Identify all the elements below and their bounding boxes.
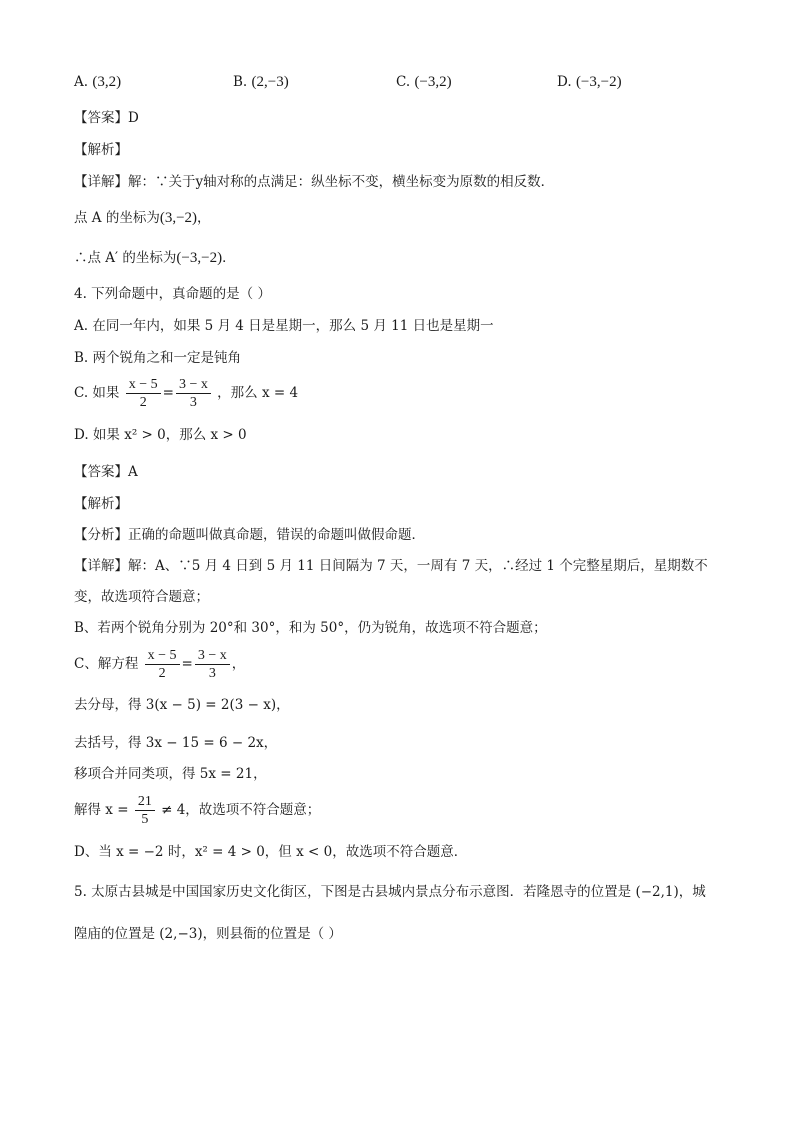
punctuation: ， — [231, 656, 246, 672]
q3-analysis-tag — [74, 140, 128, 160]
q3-detail — [74, 172, 554, 192]
line-text: ≠ 4，故选项不符合题意； — [161, 802, 321, 818]
answer-tag: 【答案】 — [74, 464, 128, 480]
denominator: 5 — [141, 812, 149, 827]
line-text: ∴点 A′ 的坐标为 — [74, 250, 177, 266]
q4-option-b: B. 两个锐角之和一定是钝角 — [74, 350, 242, 366]
equals-sign: = — [181, 656, 193, 672]
detail-tag: 【详解】 — [74, 174, 128, 190]
q4-stem: 4. 下列命题中，真命题的是（ ） — [74, 286, 271, 302]
detail-tag: 【详解】 — [74, 558, 128, 574]
q4-step2: 去括号，得 3x − 15 = 6 − 2x， — [74, 735, 278, 751]
option-a — [74, 72, 121, 92]
option-letter: D. — [557, 74, 572, 90]
line-text: C、解方程 — [74, 656, 139, 672]
denominator: 2 — [139, 395, 147, 410]
equals-sign: = — [162, 385, 174, 401]
answer-value: D — [128, 110, 139, 126]
q4-step1: 去分母，得 3(x − 5) = 2(3 − x)， — [74, 697, 290, 713]
q4-option-a: A. 在同一年内，如果 5 月 4 日是星期一，那么 5 月 11 日也是星期一 — [74, 318, 494, 334]
line-text: ，那么 x = 4 — [217, 385, 299, 401]
option-b — [233, 72, 289, 92]
line-text: 点 A 的坐标为 — [74, 210, 160, 226]
option-c — [396, 72, 452, 92]
q4-step4 — [74, 790, 320, 830]
fenxi-tag: 【分析】 — [74, 527, 128, 543]
numerator: 21 — [135, 793, 155, 811]
numerator: x − 5 — [126, 376, 161, 394]
q4-detail-a2: 变，故选项符合题意； — [74, 589, 209, 605]
q3-answer — [74, 108, 139, 128]
fraction — [145, 647, 180, 682]
detail-text: 解：∵关于y轴对称的点满足：纵坐标不变，横坐标变为原数的相反数． — [128, 174, 555, 190]
option-letter: B. — [233, 74, 248, 90]
fraction — [176, 376, 211, 411]
line-text: C. 如果 — [74, 385, 120, 401]
denominator: 3 — [208, 666, 216, 681]
punctuation: ， — [197, 210, 211, 226]
q3-line2 — [74, 208, 211, 228]
fraction — [126, 376, 161, 411]
answer-value: A — [128, 464, 138, 480]
fraction — [135, 793, 155, 828]
q4-option-d: D. 如果 x² > 0，那么 x > 0 — [74, 427, 247, 443]
detail-text: 解：A、∵5 月 4 日到 5 月 11 日间隔为 7 天，一周有 7 天，∴经过 1 个完整星期后，星期数不 — [128, 558, 708, 574]
option-value: (−3,2) — [414, 74, 452, 90]
q4-detail-b: B、若两个锐角分别为 20°和 30°，和为 50°，仍为锐角，故选项不符合题意； — [74, 620, 547, 636]
option-value: (−3,−2) — [575, 74, 622, 90]
q4-analysis-tag: 【解析】 — [74, 496, 128, 512]
option-letter: C. — [396, 74, 411, 90]
option-value: (3,2) — [92, 74, 122, 90]
denominator: 3 — [189, 395, 197, 410]
coordinate: (3,−2) — [159, 210, 198, 226]
q4-detail-d: D、当 x = −2 时，x² = 4 > 0，但 x < 0，故选项不符合题意． — [74, 844, 468, 860]
q5-line2: 隍庙的位置是 (2,−3)，则县衙的位置是（ ） — [74, 926, 342, 942]
q4-fenxi — [74, 525, 425, 545]
option-d — [557, 72, 622, 92]
fraction — [195, 647, 230, 682]
q4-detail-c — [74, 645, 245, 683]
punctuation: ． — [222, 250, 236, 266]
fenxi-text: 正确的命题叫做真命题，错误的命题叫做假命题． — [128, 527, 425, 543]
denominator: 2 — [158, 666, 166, 681]
numerator: x − 5 — [145, 647, 180, 665]
q4-detail-a1 — [74, 556, 708, 576]
q4-answer — [74, 462, 138, 482]
numerator: 3 − x — [195, 647, 230, 665]
numerator: 3 − x — [176, 376, 211, 394]
q3-line3 — [74, 248, 236, 268]
q4-option-c — [74, 374, 298, 412]
q5-line1: 5. 太原古县城是中国国家历史文化街区，下图是古县城内景点分布示意图．若隆恩寺的位置是 (−2,1)，城 — [74, 884, 706, 900]
answer-tag: 【答案】 — [74, 110, 128, 126]
option-value: (2,−3) — [251, 74, 289, 90]
q4-step3: 移项合并同类项，得 5x = 21， — [74, 766, 267, 782]
option-letter: A. — [74, 74, 89, 90]
line-text: 解得 x = — [74, 802, 129, 818]
analysis-tag: 【解析】 — [74, 142, 128, 158]
coordinate: (−3,−2) — [176, 250, 223, 266]
